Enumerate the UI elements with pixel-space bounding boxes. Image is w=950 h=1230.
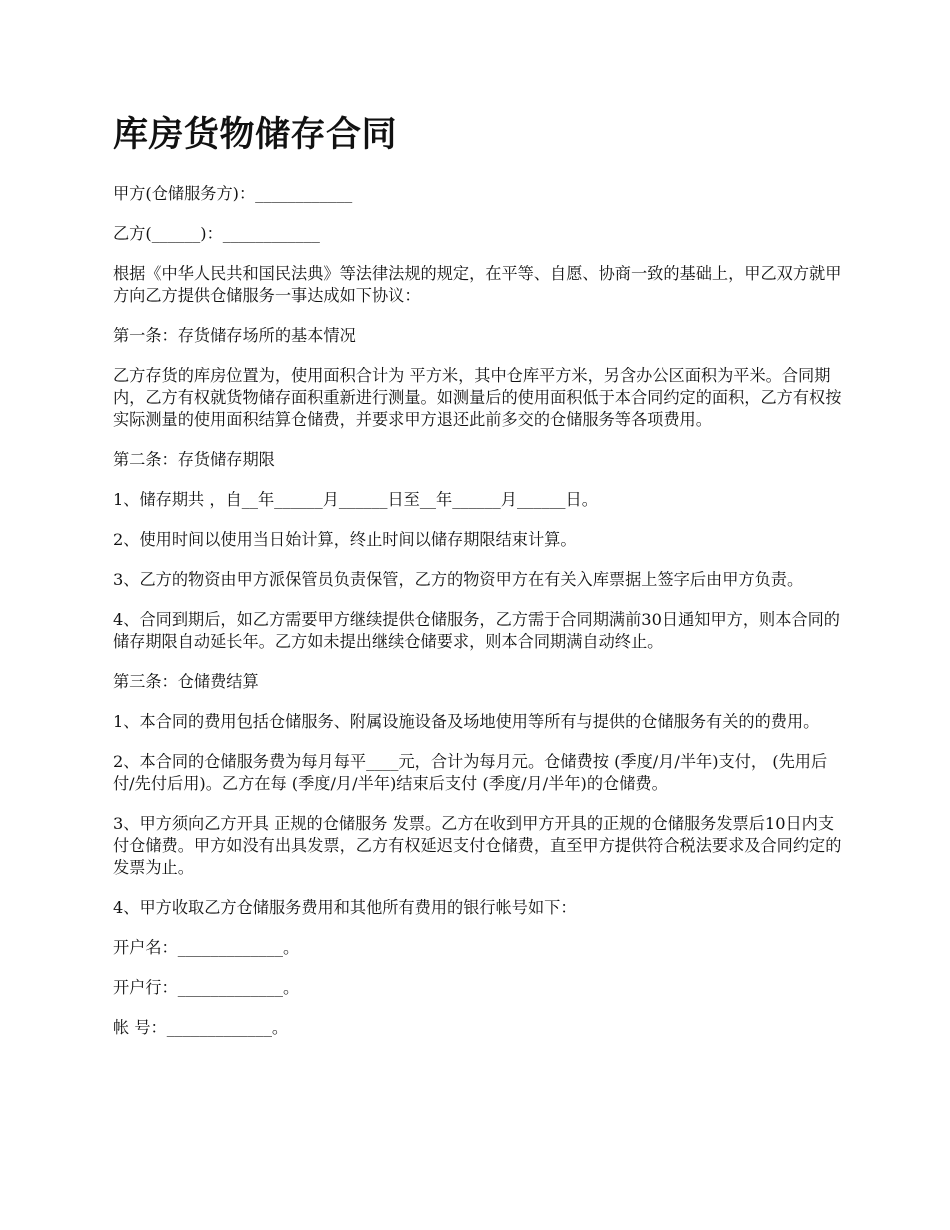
article-3-clause-2: 2、本合同的仓储服务费为每月每平____元，合计为每月元。仓储费按 (季度/月/半年)支付， (先用后付/先付后用)。乙方在每 (季度/月/半年)结束后支付 (季度/月/半年)的仓储费。	[113, 752, 828, 793]
article-3-clause-4: 4、甲方收取乙方仓储服务费用和其他所有费用的银行帐号如下：	[113, 898, 577, 917]
document-title: 库房货物储存合同	[113, 115, 398, 155]
article-3-clause-3: 3、甲方须向乙方开具 正规的仓储服务 发票。乙方在收到甲方开具的正规的仓储服务发票后10日内支付仓储费。甲方如没有出具发票，乙方有权延迟支付仓储费，直至甲方提供符合税法要求及合同约定的发票为止。	[113, 814, 842, 877]
bank-name-line: 开户行：_____________。	[113, 978, 300, 997]
party-a-line: 甲方(仓储服务方)：____________	[113, 184, 353, 203]
party-b-line: 乙方(______)：____________	[113, 224, 320, 243]
article-2-clause-4: 4、合同到期后，如乙方需要甲方继续提供仓储服务，乙方需于合同期满前30日通知甲方，则本合同的储存期限自动延长年。乙方如未提出继续仓储要求，则本合同期满自动终止。	[113, 610, 840, 651]
preamble-paragraph: 根据《中华人民共和国民法典》等法律法规的规定，在平等、自愿、协商一致的基础上，甲乙双方就甲方向乙方提供仓储服务一事达成如下协议：	[113, 264, 842, 305]
article-1-body: 乙方存货的库房位置为，使用面积合计为 平方米，其中仓库平方米，另含办公区面积为平米。合同期内，乙方有权就货物储存面积重新进行测量。如测量后的使用面积低于本合同约定的面积，乙方有权按实际测量的使用面积结算仓储费，并要求甲方退还此前多交的仓储服务等各项费用。	[113, 366, 842, 429]
document-page	[113, 112, 843, 1057]
account-name-line: 开户名：_____________。	[113, 938, 300, 957]
article-3-clause-1: 1、本合同的费用包括仓储服务、附属设施设备及场地使用等所有与提供的仓储服务有关的的费用。	[113, 712, 820, 731]
article-1-heading: 第一条：存货储存场所的基本情况	[113, 326, 356, 345]
account-number-line: 帐 号：_____________。	[113, 1018, 289, 1037]
article-2-heading: 第二条：存货储存期限	[113, 450, 275, 469]
article-2-clause-3: 3、乙方的物资由甲方派保管员负责保管，乙方的物资甲方在有关入库票据上签字后由甲方负责。	[113, 570, 804, 589]
article-2-clause-2: 2、使用时间以使用当日始计算，终止时间以储存期限结束计算。	[113, 530, 577, 549]
article-3-heading: 第三条：仓储费结算	[113, 672, 259, 691]
article-2-clause-1: 1、储存期共 ，自__年______月______日至__年______月______日。	[113, 490, 598, 509]
